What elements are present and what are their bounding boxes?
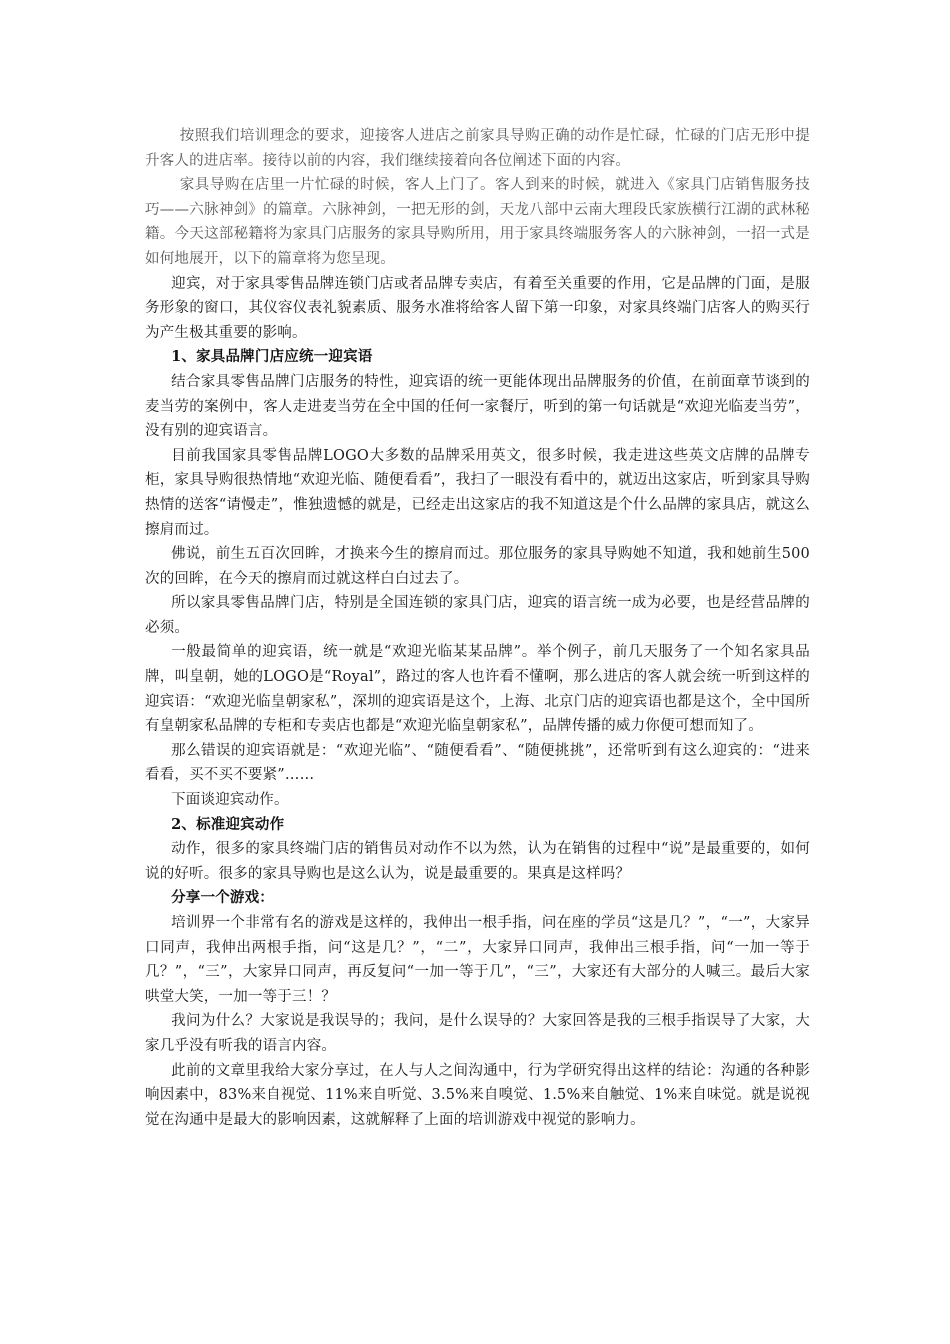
subheading-game: 分享一个游戏：	[171, 889, 274, 907]
section-heading-1: 1、家具品牌门店应统一迎宾语	[171, 348, 373, 366]
paragraph-intro: 按照我们培训理念的要求，迎接客人进店之前家具导购正确的动作是忙碌，忙碌的门店无形中提升客人的进店率。接待以前的内容，我们继续接着向各位阐述下面的内容。	[145, 128, 810, 169]
paragraph-buddha: 佛说，前生五百次回眸，才换来今生的擦肩而过。那位服务的家具导购她不知道，我和她前生500次的回眸，在今天的擦肩而过就这样白白过去了。	[145, 546, 810, 587]
paragraph-wrong-greeting: 那么错误的迎宾语就是：“欢迎光临”、“随便看看”、“随便挑挑”，还常听到有这么迎宾的：“进来看看，买不买不要紧”……	[145, 742, 810, 784]
paragraph-liumai: 家具导购在店里一片忙碌的时候，客人上门了。客人到来的时候，就进入《家具门店销售服务技巧——六脉神剑》的篇章。六脉神剑，一把无形的剑，天龙八部中云南大理段氏家族横行江湖的武林秘籍。今天这部秘籍将为家具门店服务的家具导购所用，用于家具终端服务客人的六脉神剑，一招一式是如何地展开，以下的篇章将为您呈现。	[145, 177, 810, 267]
paragraph-unify: 所以家具零售品牌门店，特别是全国连锁的家具门店，迎宾的语言统一成为必要，也是经营品牌的必须。	[145, 595, 810, 636]
paragraph-royal: 一般最简单的迎宾语，统一就是“欢迎光临某某品牌”。举个例子，前几天服务了一个知名家具品牌，叫皇朝，她的LOGO是“Royal”，路过的客人也许看不懂啊，那么进店的客人就会统一听到这样的迎宾语：“欢迎光临皇朝家私”，深圳的迎宾语是这个，上海、北京门店的迎宾语也都是这个，全中国所有皇朝家私品牌的专柜和专卖店也都是“欢迎光临皇朝家私”，品牌传播的威力你便可想而知了。	[145, 644, 810, 735]
paragraph-mcdonalds: 结合家具零售品牌门店服务的特性，迎宾语的统一更能体现出品牌服务的价值，在前面章节谈到的麦当劳的案例中，客人走进麦当劳在全中国的任何一家餐厅，听到的第一句话就是“欢迎光临麦当劳”，没有别的迎宾语言。	[145, 373, 810, 440]
paragraph-action: 动作，很多的家具终端门店的销售员对动作不以为然，认为在销售的过程中“说”是最重要的，如何说的好听。很多的家具导购也是这么认为，说是最重要的。果真是这样吗？	[145, 841, 810, 882]
paragraph-next: 下面谈迎宾动作。	[171, 792, 289, 809]
section-heading-2: 2、标准迎宾动作	[171, 815, 285, 833]
paragraph-logo: 目前我国家具零售品牌LOGO大多数的品牌采用英文，很多时候，我走进这些英文店牌的品牌专柜，家具导购很热情地“欢迎光临、随便看看”，我扫了一眼没有看中的，就迈出这家店，听到家具导购热情的送客“请慢走”，惟独遗憾的就是，已经走出这家店的我不知道这是个什么品牌的家具店，就这么擦肩而过。	[145, 447, 810, 538]
paragraph-game: 培训界一个非常有名的游戏是这样的，我伸出一根手指，问在座的学员“这是几？”，“一”，大家异口同声，我伸出两根手指，问“这是几？”，“二”，大家异口同声，我伸出三根手指，问“一加一等于几？”，“三”，大家异口同声，再反复问“一加一等于几”，“三”，大家还有大部分的人喊三。最后大家哄堂大笑，一加一等于三！？	[145, 915, 810, 1005]
paragraph-conclusion: 此前的文章里我给大家分享过，在人与人之间沟通中，行为学研究得出这样的结论：沟通的各种影响因素中，83%来自视觉、11%来自听觉、3.5%来自嗅觉、1.5%来自触觉、1%来自味觉。就是说视觉在沟通中是最大的影响因素，这就解释了上面的培训游戏中视觉的影响力。	[145, 1062, 810, 1128]
document-page	[145, 124, 810, 1132]
paragraph-welcome: 迎宾，对于家具零售品牌连锁门店或者品牌专卖店，有着至关重要的作用，它是品牌的门面，是服务形象的窗口，其仪容仪表礼貌素质、服务水准将给客人留下第一印象，对家具终端门店客人的购买行为产生极其重要的影响。	[145, 275, 810, 341]
paragraph-why: 我问为什么？大家说是我误导的；我问，是什么误导的？大家回答是我的三根手指误导了大家，大家几乎没有听我的语言内容。	[145, 1013, 810, 1054]
